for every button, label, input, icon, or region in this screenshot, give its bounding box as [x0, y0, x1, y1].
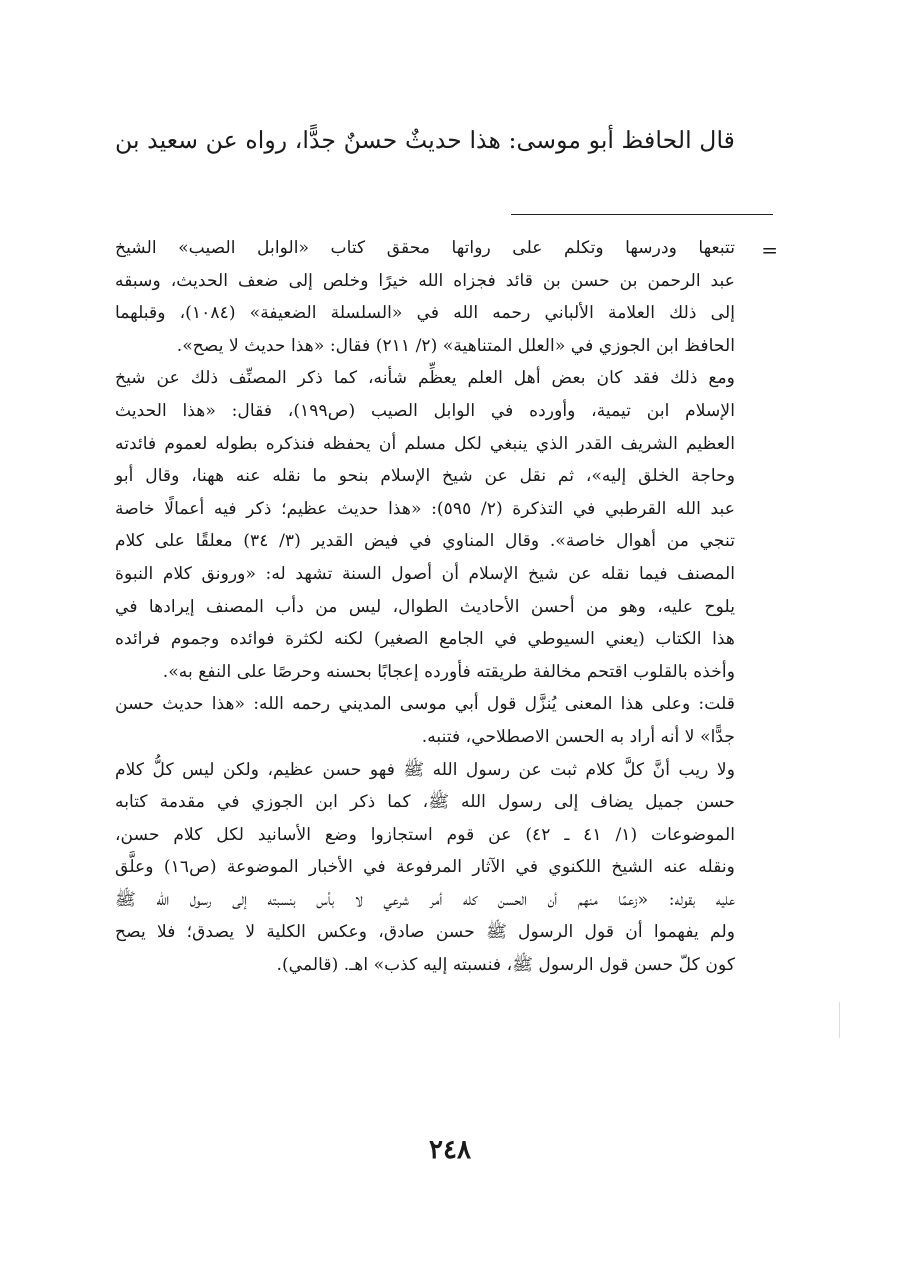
footnote-line: يلوح عليه، وهو من أحسن الأحاديث الطوال، ليس من دأب المصنف إيرادها في: [115, 596, 735, 617]
footnote-line: وأخذه بالقلوب اقتحم مخالفة طريقته فأورده إعجابًا بحسنه وحرصًا على النفع به».: [162, 661, 735, 682]
margin-mark: [839, 1002, 840, 1038]
footnote-line: ومع ذلك فقد كان بعض أهل العلم يعظِّم شأنه، كما ذكر المصنِّف ذلك عن شيخ: [115, 368, 735, 389]
footnote-line: تنجي من أهوال خاصة». وقال المناوي في فيض القدير (٣/ ٣٤) معلقًا على كلام: [115, 531, 735, 552]
footnote-line: عبد الرحمن بن حسن بن قائد فجزاه الله خيرًا وخلص إلى ضعف الحديث، وسبقه: [115, 270, 735, 291]
footnote-line: ولا ريب أنَّ كلَّ كلام ثبت عن رسول الله ﷺ فهو حسن عظيم، ولكن ليس كلُّ كلام: [115, 759, 735, 780]
footnote-line: الموضوعات (١/ ٤١ ـ ٤٢) عن قوم استجازوا وضع الأسانيد لكل كلام حسن،: [115, 824, 735, 845]
footnote-line: جدًّا» لا أنه أراد به الحسن الاصطلاحي، فتنبه.: [421, 726, 735, 747]
footnote-line: ولم يفهموا أن قول الرسول ﷺ حسن صادق، وعكس الكلية لا يصدق؛ فلا يصح: [115, 922, 735, 943]
footnote-line: عليه بقوله: «زعمًا منهم أن الحسن كله أمر شرعي لا بأس بنسبته إلى رسول الله ﷺ: [115, 889, 735, 910]
footnote-line: هذا الكتاب (يعني السيوطي في الجامع الصغير) لكنه لكثرة فوائده وجموم فرائده: [115, 629, 735, 650]
footnote-line: إلى ذلك العلامة الألباني رحمه الله في «السلسلة الضعيفة» (١٠٨٤)، وقبلهما: [115, 303, 735, 324]
footnote-line: كون كلّ حسن قول الرسول ﷺ، فنسبته إليه كذب» اهـ. (قالمي).: [276, 955, 735, 976]
footnote-line: ونقله عنه الشيخ اللكنوي في الآثار المرفوعة في الأخبار الموضوعة (ص١٦) وعلَّق: [115, 857, 735, 878]
footnote-continuation-mark: =: [761, 238, 778, 262]
footnote-line: الإسلام ابن تيمية، وأورده في الوابل الصيب (ص١٩٩)، فقال: «هذا الحديث: [115, 400, 735, 421]
main-text-line: قال الحافظ أبو موسى: هذا حديثٌ حسنٌ جدًّا، رواه عن سعيد بن: [115, 126, 735, 154]
footnote-block: [115, 232, 735, 982]
footnote-line: الحافظ ابن الجوزي في «العلل المتناهية» (٢/ ٢١١) فقال: «هذا حديث لا يصح».: [176, 335, 735, 356]
footnote-separator: [511, 214, 773, 215]
page-number: ٢٤٨: [429, 1135, 471, 1165]
footnote-line: حسن جميل يضاف إلى رسول الله ﷺ، كما ذكر ابن الجوزي في مقدمة كتابه: [115, 792, 735, 813]
footnote-line: عبد الله القرطبي في التذكرة (٢/ ٥٩٥): «هذا حديث عظيم؛ ذكر فيه أعمالًا خاصة: [115, 498, 735, 519]
footnote-line: المصنف فيما نقله عن شيخ الإسلام أن أصول السنة تشهد له: «ورونق كلام النبوة: [115, 563, 735, 584]
footnote-line: تتبعها ودرسها وتكلم على رواتها محقق كتاب «الوابل الصيب» الشيخ: [115, 238, 735, 258]
footnote-line: قلت: وعلى هذا المعنى يُنزَّل قول أبي موسى المديني رحمه الله: «هذا حديث حسن: [115, 694, 735, 715]
footnote-line: وحاجة الخلق إليه»، ثم نقل عن شيخ الإسلام بنحو ما نقله عنه ههنا، وقال أبو: [115, 466, 735, 487]
footnote-line: العظيم الشريف القدر الذي ينبغي لكل مسلم أن يحفظه فنذكره بطوله لعموم فائدته: [115, 433, 735, 454]
